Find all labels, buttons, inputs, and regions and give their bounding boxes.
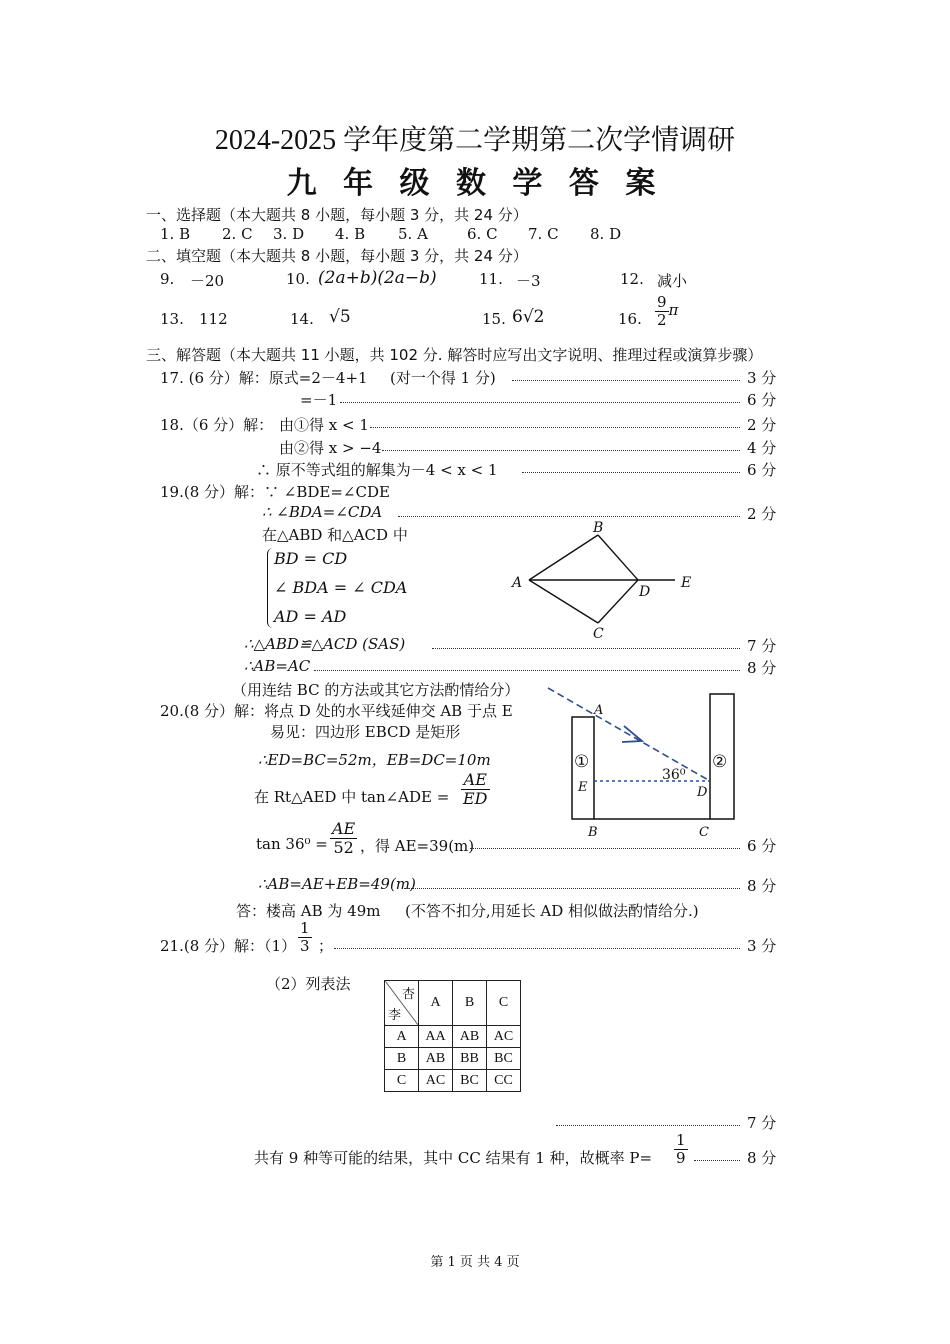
outcome-table	[384, 980, 521, 1092]
mc-answer: 1. B	[160, 225, 191, 243]
fraction	[674, 1132, 688, 1166]
q20-fraction1	[461, 771, 490, 807]
table-cell: AA	[419, 1026, 453, 1048]
leader-dots	[522, 472, 740, 473]
building-2-label: ②	[712, 752, 728, 772]
table-cell: AB	[419, 1048, 453, 1070]
leader-dots	[404, 888, 740, 889]
q21-part2: （2）列表法	[266, 975, 351, 993]
row-header: C	[385, 1070, 419, 1092]
page-title: 2024-2025 学年度第二学期第二次学情调研	[214, 125, 736, 156]
denominator: ED	[463, 788, 488, 808]
score: 6 分	[747, 391, 777, 409]
fill-answer: (2a+b)(2a−b)	[318, 268, 437, 288]
label-a: A	[512, 575, 523, 591]
leader-dots	[398, 516, 740, 517]
numerator: AE	[461, 771, 490, 790]
fill-num: 13.	[160, 310, 184, 328]
fill-answer: 6√2	[512, 307, 545, 327]
q19-note: （用连结 BC 的方法或其它方法酌情给分）	[232, 681, 520, 699]
q19-line2: ∴ ∠BDA=∠CDA	[262, 503, 383, 521]
leader-dots	[370, 427, 740, 428]
mc-answer: 6. C	[467, 225, 498, 243]
q20-line6: ∴AB=AE+EB=49(m)	[258, 875, 416, 893]
fill-num: 9.	[160, 270, 175, 288]
label-e: E	[681, 575, 692, 591]
table-row	[385, 1048, 521, 1070]
table-cell: AB	[453, 1026, 487, 1048]
leader-dots	[334, 948, 740, 949]
table-cell: BC	[487, 1048, 521, 1070]
q19-line5: ∴AB=AC	[244, 657, 311, 675]
segment-ac	[529, 580, 598, 623]
corner-cell	[385, 981, 419, 1026]
score: 6 分	[747, 461, 777, 479]
leader-dots	[314, 670, 740, 671]
segment-cd	[598, 580, 638, 623]
fill-num: 14.	[290, 310, 314, 328]
leader-dots	[556, 1125, 740, 1126]
leader-dots	[382, 450, 740, 451]
leader-dots	[340, 402, 740, 403]
label-c: C	[699, 825, 709, 840]
label-c: C	[593, 626, 604, 642]
segment-ab	[529, 535, 598, 580]
section3-heading: 三、解答题（本大题共 11 小题，共 102 分. 解答时应写出文字说明、推理过程或演算步骤）	[146, 346, 763, 364]
q21-fraction2	[674, 1132, 688, 1166]
fill-num: 16.	[618, 310, 642, 328]
fill-answer: 减小	[657, 272, 688, 290]
label-a: A	[594, 703, 604, 718]
leader-dots	[512, 380, 740, 381]
system-eq: AD = AD	[274, 607, 347, 626]
numerator: AE	[332, 819, 356, 838]
section2-heading: 二、填空题（本大题共 8 小题，每小题 3 分，共 24 分）	[146, 247, 528, 265]
score: 8 分	[747, 659, 777, 677]
label-d: D	[639, 584, 651, 600]
q18-line1: 由①得 x < 1	[279, 416, 369, 434]
q18-label: 18.（6 分）解：	[160, 416, 274, 434]
q20-line5b: ，得 AE=39(m)	[360, 837, 475, 855]
page-number: 第 1 页 共 4 页	[430, 1255, 520, 1270]
q20-line2: 易见：四边形 EBCD 是矩形	[270, 723, 461, 741]
building-1-label: ①	[574, 752, 590, 772]
q17-note: (对一个得 1 分)	[390, 369, 496, 387]
score: 8 分	[747, 877, 777, 895]
fill-num: 11.	[479, 270, 503, 288]
label-d: D	[697, 785, 708, 800]
mc-answer: 7. C	[528, 225, 559, 243]
q21-fraction1	[298, 920, 312, 954]
score: 7 分	[747, 637, 777, 655]
q20-line5a: tan 36⁰ =	[256, 835, 328, 853]
fill-num: 10.	[286, 270, 310, 288]
q18-line2: 由②得 x > −4	[279, 439, 382, 457]
arrow-head-icon	[622, 726, 642, 742]
score: 7 分	[747, 1114, 777, 1132]
fill-num: 15.	[482, 310, 506, 328]
leader-dots	[694, 1160, 740, 1161]
table-cell: AC	[487, 1026, 521, 1048]
table-cell: BB	[453, 1048, 487, 1070]
fill-answer: √5	[329, 307, 351, 327]
label-b: B	[588, 825, 598, 840]
semicolon: ；	[318, 937, 334, 955]
table-cell: BC	[453, 1070, 487, 1092]
column-header: B	[453, 981, 487, 1026]
leader-dots	[470, 848, 740, 849]
fraction	[298, 920, 312, 954]
denominator: 52	[333, 837, 354, 857]
row-header: B	[385, 1048, 419, 1070]
mc-answer: 3. D	[273, 225, 305, 243]
q20-line3: ∴ED=BC=52m，EB=DC=10m	[258, 751, 491, 769]
q17-line2: =－1	[300, 391, 338, 409]
numerator: 1	[300, 919, 310, 937]
angle-label: 36⁰	[662, 767, 686, 783]
table-row	[385, 1070, 521, 1092]
score: 3 分	[747, 937, 777, 955]
score: 2 分	[747, 505, 777, 523]
q21-conclusion: 共有 9 种等可能的结果，其中 CC 结果有 1 种，故概率 P=	[254, 1149, 653, 1167]
score: 3 分	[747, 369, 777, 387]
denominator: 3	[300, 936, 310, 955]
fill-answer	[655, 294, 678, 328]
q19-line3: 在△ABD 和△ACD 中	[262, 526, 408, 544]
q20-line4: 在 Rt△AED 中 tan∠ADE =	[254, 788, 450, 806]
leader-dots	[432, 648, 740, 649]
denominator: 2	[657, 310, 667, 329]
mc-answer: 4. B	[335, 225, 366, 243]
segment-bd	[598, 535, 638, 580]
table-cell: CC	[487, 1070, 521, 1092]
numerator: 9	[657, 293, 667, 311]
q20-answer: 答：楼高 AB 为 49m	[236, 902, 381, 920]
numerator: 1	[676, 1131, 686, 1149]
table-cell: AC	[419, 1070, 453, 1092]
fraction	[461, 771, 490, 807]
denominator: 9	[676, 1148, 686, 1167]
pi-symbol: π	[668, 301, 679, 319]
score: 8 分	[747, 1149, 777, 1167]
system-eq: ∠ BDA = ∠ CDA	[274, 578, 408, 597]
q17-line1: 17. (6 分）解：原式=2－4+1	[160, 369, 368, 387]
fraction	[330, 820, 357, 856]
q20-line1: 20.(8 分）解：将点 D 处的水平线延伸交 AB 于点 E	[160, 702, 513, 720]
q19-line4: ∴△ABD≌△ACD (SAS)	[244, 635, 406, 653]
q20-answer-note: (不答不扣分,用延长 AD 相似做法酌情给分.)	[405, 902, 699, 920]
mc-answer: 8. D	[590, 225, 622, 243]
fill-answer: 112	[199, 310, 228, 328]
column-header: C	[487, 981, 521, 1026]
mc-answer: 2. C	[222, 225, 253, 243]
label-b: B	[593, 520, 604, 536]
mc-answer: 5. A	[398, 225, 428, 243]
row-header: A	[385, 1026, 419, 1048]
q19-kite-figure	[505, 518, 705, 643]
fill-answer: －3	[516, 272, 541, 290]
page-subtitle: 九 年 级 数 学 答 案	[286, 166, 664, 201]
q20-fraction2	[330, 820, 357, 856]
fraction	[655, 294, 669, 328]
score: 4 分	[747, 439, 777, 457]
fill-answer: －20	[190, 272, 225, 290]
q21-line1: 21.(8 分）解：（1）	[160, 937, 297, 955]
system-eq: BD = CD	[274, 549, 348, 568]
fill-num: 12.	[620, 270, 644, 288]
q20-building-figure	[538, 684, 748, 844]
score: 6 分	[747, 837, 777, 855]
column-header: A	[419, 981, 453, 1026]
score: 2 分	[747, 416, 777, 434]
q18-line3: ∴ 原不等式组的解集为－4 < x < 1	[256, 461, 498, 479]
corner-top-label: 杏	[401, 987, 415, 1002]
label-e: E	[578, 780, 588, 795]
corner-bottom-label: 李	[388, 1008, 402, 1023]
section1-heading: 一、选择题（本大题共 8 小题，每小题 3 分，共 24 分）	[146, 206, 528, 224]
table-header-row	[385, 981, 521, 1026]
q19-line1: 19.(8 分）解：∵ ∠BDE=∠CDE	[160, 483, 390, 501]
table-row	[385, 1026, 521, 1048]
